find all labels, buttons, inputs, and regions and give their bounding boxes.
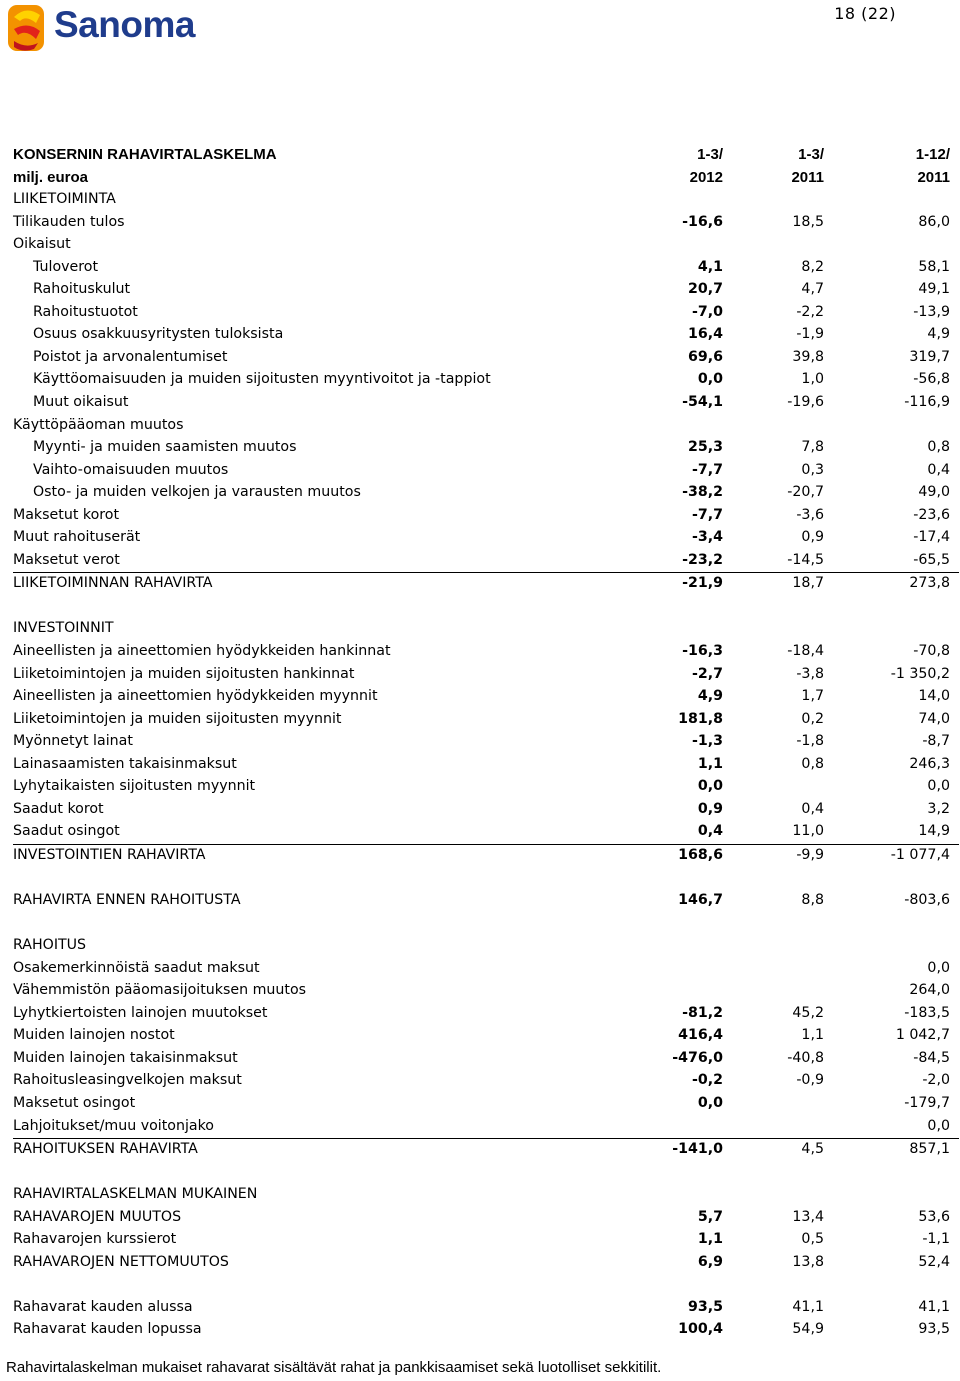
value-fy-2011: -116,9 xyxy=(904,394,950,411)
logo-emblem-icon xyxy=(6,3,50,53)
table-row xyxy=(13,189,959,212)
value-fy-2011: 53,6 xyxy=(918,1208,950,1225)
table-row xyxy=(13,234,959,257)
row-label: RAHAVIRTALASKELMAN MUKAINEN xyxy=(13,1186,258,1203)
value-fy-2011: -2,0 xyxy=(922,1072,950,1089)
value-fy-2011: 0,8 xyxy=(927,439,950,456)
value-fy-2011: -803,6 xyxy=(904,892,950,909)
value-fy-2011: -13,9 xyxy=(913,303,950,320)
value-q1-2012: 4,1 xyxy=(697,258,723,275)
value-q1-2012: 16,4 xyxy=(687,326,723,343)
value-fy-2011: -179,7 xyxy=(904,1094,950,1111)
table-row xyxy=(13,1025,959,1048)
row-label: Saadut osingot xyxy=(13,823,120,840)
value-q1-2011: -1,8 xyxy=(796,733,824,750)
value-q1-2011: 18,5 xyxy=(792,213,824,230)
row-label: Tilikauden tulos xyxy=(13,213,125,230)
table-row xyxy=(13,935,959,958)
table-row xyxy=(13,1319,959,1342)
value-q1-2012: 1,1 xyxy=(697,1231,723,1248)
value-q1-2011: -3,8 xyxy=(796,665,824,682)
table-row xyxy=(13,482,959,505)
value-q1-2012: 0,0 xyxy=(697,371,723,388)
row-label: Aineellisten ja aineettomien hyödykkeiden hankinnat xyxy=(13,643,391,660)
value-q1-2011: -1,9 xyxy=(796,326,824,343)
row-label: Lyhytaikaisten sijoitusten myynnit xyxy=(13,778,256,795)
value-fy-2011: 49,1 xyxy=(918,281,950,298)
row-label: Käyttöpääoman muutos xyxy=(13,416,184,433)
row-label: Rahoituskulut xyxy=(33,281,131,298)
row-label: Muiden lainojen nostot xyxy=(13,1027,175,1044)
row-label: Muiden lainojen takaisinmaksut xyxy=(13,1049,238,1066)
value-q1-2012: 1-3/ xyxy=(697,146,723,163)
value-q1-2011: 0,2 xyxy=(801,710,824,727)
value-q1-2012: 1,1 xyxy=(697,755,723,772)
row-label: Osuus osakkuusyritysten tuloksista xyxy=(33,326,284,343)
table-row xyxy=(13,1048,959,1071)
value-q1-2012: -1,3 xyxy=(691,733,723,750)
value-q1-2011: 4,5 xyxy=(801,1141,824,1158)
row-label: Tuloverot xyxy=(33,258,99,275)
value-q1-2012: 4,9 xyxy=(697,688,723,705)
value-q1-2011: 1-3/ xyxy=(798,146,824,163)
value-q1-2011: 11,0 xyxy=(792,823,824,840)
row-label: INVESTOINNIT xyxy=(13,620,114,637)
value-fy-2011: -70,8 xyxy=(913,643,950,660)
value-fy-2011: 14,9 xyxy=(918,823,950,840)
value-fy-2011: -8,7 xyxy=(922,733,950,750)
value-q1-2012: -141,0 xyxy=(672,1141,723,1158)
table-row xyxy=(13,1274,959,1297)
value-q1-2012: -16,6 xyxy=(682,213,723,230)
value-q1-2011: 1,1 xyxy=(801,1027,824,1044)
logo-wordmark: Sanoma xyxy=(54,4,195,45)
value-fy-2011: 14,0 xyxy=(918,688,950,705)
value-fy-2011: -56,8 xyxy=(913,371,950,388)
value-q1-2011: 39,8 xyxy=(792,348,824,365)
value-fy-2011: 273,8 xyxy=(909,575,950,592)
table-row xyxy=(13,731,959,754)
value-q1-2011: 0,9 xyxy=(801,529,824,546)
value-fy-2011: 3,2 xyxy=(927,800,950,817)
row-label: Osakemerkinnöistä saadut maksut xyxy=(13,959,260,976)
value-q1-2011: 8,8 xyxy=(801,892,824,909)
table-row xyxy=(13,1207,959,1230)
row-label: Maksetut verot xyxy=(13,551,120,568)
row-label: Muut oikaisut xyxy=(33,394,129,411)
row-label: LIIKETOIMINNAN RAHAVIRTA xyxy=(13,575,213,592)
value-q1-2011: -19,6 xyxy=(787,394,824,411)
row-label: milj. euroa xyxy=(13,168,89,186)
row-label: Maksetut osingot xyxy=(13,1094,136,1111)
row-label: RAHAVAROJEN NETTOMUUTOS xyxy=(13,1253,229,1270)
row-label: KONSERNIN RAHAVIRTALASKELMA xyxy=(13,146,277,163)
table-row xyxy=(13,868,959,891)
table-row xyxy=(13,618,959,641)
value-q1-2011: 54,9 xyxy=(792,1321,824,1338)
row-label: Osto- ja muiden velkojen ja varausten muutos xyxy=(33,484,361,501)
table-row xyxy=(13,144,959,167)
table-row xyxy=(13,167,959,190)
value-q1-2011: 2011 xyxy=(791,168,824,186)
value-q1-2012: -7,7 xyxy=(691,506,723,523)
value-fy-2011: -183,5 xyxy=(904,1004,950,1021)
table-row xyxy=(13,890,959,913)
row-label: Rahavarojen kurssierot xyxy=(13,1231,177,1248)
value-q1-2011: 0,3 xyxy=(801,461,824,478)
value-q1-2012: 146,7 xyxy=(678,892,723,909)
table-row xyxy=(13,460,959,483)
value-fy-2011: -65,5 xyxy=(913,551,950,568)
value-q1-2011: 41,1 xyxy=(792,1298,824,1315)
table-row xyxy=(13,913,959,936)
value-q1-2011: 0,4 xyxy=(801,800,824,817)
table-row xyxy=(13,257,959,280)
value-fy-2011: 0,0 xyxy=(927,778,950,795)
value-q1-2012: 416,4 xyxy=(678,1027,723,1044)
table-row xyxy=(13,369,959,392)
value-fy-2011: 1 042,7 xyxy=(895,1027,950,1044)
value-q1-2011: -3,6 xyxy=(796,506,824,523)
value-q1-2012: -7,0 xyxy=(691,303,723,320)
cash-flow-table xyxy=(13,144,959,1342)
table-row xyxy=(13,1229,959,1252)
table-row xyxy=(13,1138,959,1162)
value-q1-2012: 2012 xyxy=(689,168,723,186)
row-label: Rahoitustuotot xyxy=(33,303,138,320)
row-label: RAHOITUKSEN RAHAVIRTA xyxy=(13,1141,198,1158)
value-q1-2012: 20,7 xyxy=(687,281,723,298)
value-fy-2011: 0,0 xyxy=(927,959,950,976)
value-q1-2011: 1,7 xyxy=(801,688,824,705)
value-q1-2011: 0,5 xyxy=(801,1231,824,1248)
value-fy-2011: 0,0 xyxy=(927,1117,950,1134)
value-q1-2011: 1,0 xyxy=(801,371,824,388)
row-label: Rahoitusleasingvelkojen maksut xyxy=(13,1072,242,1089)
value-q1-2012: 5,7 xyxy=(697,1208,723,1225)
value-q1-2012: -2,7 xyxy=(691,665,723,682)
row-label: RAHOITUS xyxy=(13,937,87,954)
table-row xyxy=(13,664,959,687)
row-label: Lahjoitukset/muu voitonjako xyxy=(13,1117,214,1134)
value-q1-2011: 8,2 xyxy=(801,258,824,275)
row-label: Vähemmistön pääomasijoituksen muutos xyxy=(13,982,307,999)
value-q1-2012: 6,9 xyxy=(697,1253,723,1270)
value-q1-2012: 0,9 xyxy=(697,800,723,817)
table-row xyxy=(13,527,959,550)
row-label: Aineellisten ja aineettomien hyödykkeiden myynnit xyxy=(13,688,378,705)
table-row xyxy=(13,776,959,799)
row-label: Lainasaamisten takaisinmaksut xyxy=(13,755,237,772)
value-q1-2011: 45,2 xyxy=(792,1004,824,1021)
value-q1-2012: 181,8 xyxy=(678,710,723,727)
value-q1-2012: 69,6 xyxy=(687,348,723,365)
value-fy-2011: 264,0 xyxy=(909,982,950,999)
table-row xyxy=(13,1184,959,1207)
value-fy-2011: 49,0 xyxy=(918,484,950,501)
value-fy-2011: 2011 xyxy=(917,168,950,186)
value-q1-2012: -54,1 xyxy=(682,394,723,411)
table-row xyxy=(13,279,959,302)
table-row xyxy=(13,1070,959,1093)
value-fy-2011: 319,7 xyxy=(909,348,950,365)
row-label: INVESTOINTIEN RAHAVIRTA xyxy=(13,846,206,863)
value-q1-2012: 25,3 xyxy=(687,439,723,456)
table-row xyxy=(13,212,959,235)
row-label: Saadut korot xyxy=(13,800,104,817)
value-fy-2011: -17,4 xyxy=(913,529,950,546)
value-fy-2011: 0,4 xyxy=(927,461,950,478)
value-fy-2011: 74,0 xyxy=(918,710,950,727)
value-q1-2012: 0,4 xyxy=(697,823,723,840)
value-q1-2012: 0,0 xyxy=(697,1094,723,1111)
value-q1-2012: 93,5 xyxy=(687,1298,723,1315)
value-fy-2011: -84,5 xyxy=(913,1049,950,1066)
value-fy-2011: 52,4 xyxy=(918,1253,950,1270)
value-q1-2012: -16,3 xyxy=(682,643,723,660)
row-label: Poistot ja arvonalentumiset xyxy=(33,348,228,365)
value-fy-2011: 93,5 xyxy=(918,1321,950,1338)
value-fy-2011: -1,1 xyxy=(922,1231,950,1248)
value-fy-2011: 4,9 xyxy=(927,326,950,343)
value-q1-2012: 168,6 xyxy=(678,846,723,863)
row-label: Rahavarat kauden alussa xyxy=(13,1298,193,1315)
row-label: Oikaisut xyxy=(13,236,71,253)
page-number: 18 (22) xyxy=(834,4,896,23)
table-row xyxy=(13,596,959,619)
table-row xyxy=(13,437,959,460)
value-fy-2011: 86,0 xyxy=(918,213,950,230)
table-row xyxy=(13,324,959,347)
table-row xyxy=(13,958,959,981)
value-q1-2011: 13,4 xyxy=(792,1208,824,1225)
table-row xyxy=(13,641,959,664)
table-row xyxy=(13,1116,959,1139)
table-row xyxy=(13,1252,959,1275)
table-row xyxy=(13,980,959,1003)
table-row xyxy=(13,821,959,844)
value-q1-2012: 100,4 xyxy=(678,1321,723,1338)
value-q1-2012: -476,0 xyxy=(672,1049,723,1066)
row-label: Myönnetyt lainat xyxy=(13,733,133,750)
row-label: Muut rahoituserät xyxy=(13,529,141,546)
table-row xyxy=(13,844,959,868)
row-label: RAHAVIRTA ENNEN RAHOITUSTA xyxy=(13,892,241,909)
value-q1-2012: -3,4 xyxy=(691,529,723,546)
row-label: Rahavarat kauden lopussa xyxy=(13,1321,202,1338)
row-label: Käyttöomaisuuden ja muiden sijoitusten myyntivoitot ja -tappiot xyxy=(33,371,491,388)
value-q1-2012: -7,7 xyxy=(691,461,723,478)
table-row xyxy=(13,415,959,438)
row-label: Vaihto-omaisuuden muutos xyxy=(33,461,229,478)
value-fy-2011: 41,1 xyxy=(918,1298,950,1315)
value-q1-2011: 0,8 xyxy=(801,755,824,772)
table-row xyxy=(13,572,959,596)
value-q1-2012: 0,0 xyxy=(697,778,723,795)
footnote: Rahavirtalaskelman mukaiset rahavarat sisältävät rahat ja pankkisaamiset sekä luotolliset sekkitilit. xyxy=(6,1359,662,1376)
row-label: LIIKETOIMINTA xyxy=(13,191,116,208)
value-fy-2011: 58,1 xyxy=(918,258,950,275)
table-row xyxy=(13,754,959,777)
value-q1-2011: -9,9 xyxy=(796,846,824,863)
row-label: Liiketoimintojen ja muiden sijoitusten myynnit xyxy=(13,710,342,727)
table-row xyxy=(13,550,959,573)
value-fy-2011: 246,3 xyxy=(909,755,950,772)
value-q1-2011: 18,7 xyxy=(792,575,824,592)
table-row xyxy=(13,347,959,370)
sanoma-logo xyxy=(6,3,196,55)
table-row xyxy=(13,302,959,325)
value-q1-2011: 13,8 xyxy=(792,1253,824,1270)
value-fy-2011: -1 350,2 xyxy=(890,665,950,682)
value-q1-2012: -23,2 xyxy=(682,551,723,568)
value-q1-2011: 7,8 xyxy=(801,439,824,456)
value-q1-2011: -20,7 xyxy=(787,484,824,501)
value-fy-2011: 857,1 xyxy=(909,1141,950,1158)
value-fy-2011: -23,6 xyxy=(913,506,950,523)
value-q1-2012: -81,2 xyxy=(682,1004,723,1021)
value-q1-2012: -0,2 xyxy=(691,1072,723,1089)
value-q1-2011: -40,8 xyxy=(787,1049,824,1066)
value-q1-2011: -18,4 xyxy=(787,643,824,660)
value-q1-2012: -38,2 xyxy=(682,484,723,501)
table-row xyxy=(13,799,959,822)
table-row xyxy=(13,505,959,528)
row-label: Myynti- ja muiden saamisten muutos xyxy=(33,439,297,456)
table-row xyxy=(13,1162,959,1185)
value-q1-2011: 4,7 xyxy=(801,281,824,298)
table-row xyxy=(13,686,959,709)
row-label: Maksetut korot xyxy=(13,506,120,523)
value-q1-2011: -14,5 xyxy=(787,551,824,568)
row-label: RAHAVAROJEN MUUTOS xyxy=(13,1208,182,1225)
row-label: Lyhytkiertoisten lainojen muutokset xyxy=(13,1004,268,1021)
table-row xyxy=(13,392,959,415)
table-row xyxy=(13,709,959,732)
table-row xyxy=(13,1297,959,1320)
value-q1-2011: -2,2 xyxy=(796,303,824,320)
table-row xyxy=(13,1003,959,1026)
value-q1-2011: -0,9 xyxy=(796,1072,824,1089)
table-row xyxy=(13,1093,959,1116)
value-fy-2011: -1 077,4 xyxy=(890,846,950,863)
value-fy-2011: 1-12/ xyxy=(915,146,950,163)
value-q1-2012: -21,9 xyxy=(682,575,723,592)
row-label: Liiketoimintojen ja muiden sijoitusten hankinnat xyxy=(13,665,355,682)
